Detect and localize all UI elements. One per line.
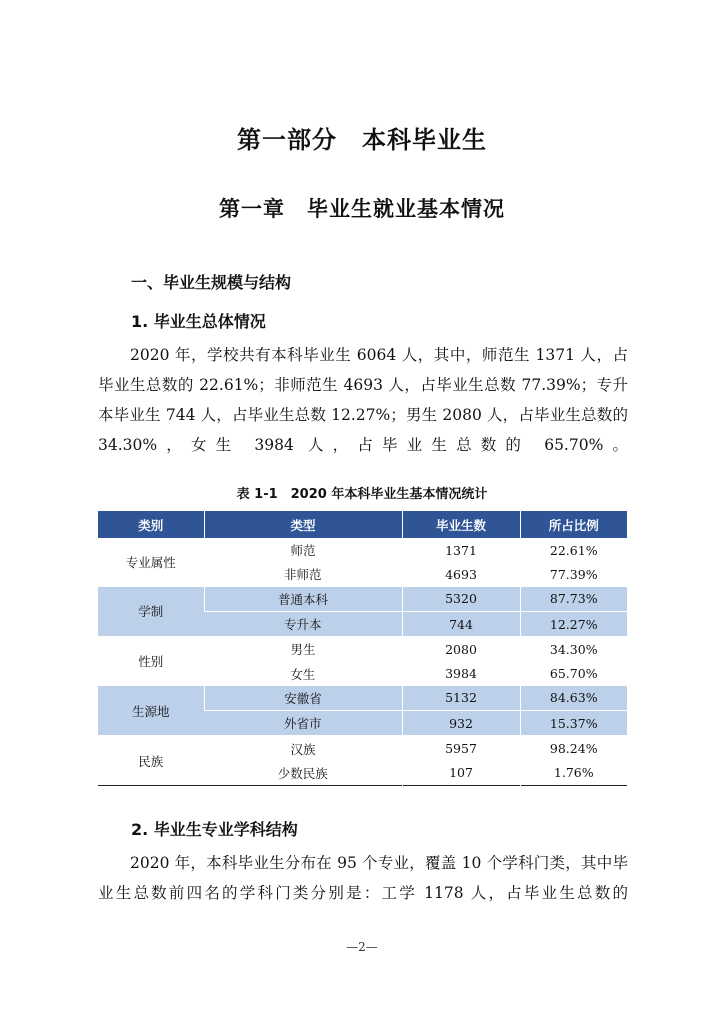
- category-cell: 民族: [98, 736, 204, 786]
- table-caption: 表 1-1 2020 年本科毕业生基本情况统计: [236, 487, 488, 502]
- paragraph-2-text: 2020 年，本科毕业生分布在 95 个专业，覆盖 10 个学科门类，其中毕业生总数前四名的学科门类分别是：工学 1178 人，占毕业生总数的: [98, 854, 628, 902]
- count-cell: 107: [402, 761, 520, 786]
- ratio-cell: 12.27%: [520, 611, 627, 636]
- type-cell: 安徽省: [204, 686, 402, 711]
- subsection-heading-1: 1. 毕业生总体情况: [131, 312, 266, 331]
- type-cell: 非师范: [204, 562, 402, 586]
- type-cell: 汉族: [204, 736, 402, 761]
- header-count: 毕业生数: [402, 511, 520, 538]
- paragraph-1: [98, 340, 628, 460]
- page-number: —2—: [346, 940, 378, 954]
- ratio-cell: 84.63%: [520, 686, 627, 711]
- chapter-title: 第一章 毕业生就业基本情况: [219, 197, 505, 221]
- count-cell: 2080: [402, 637, 520, 662]
- header-category: 类别: [98, 511, 204, 538]
- type-cell: 少数民族: [204, 761, 402, 786]
- type-cell: 女生: [204, 661, 402, 685]
- ratio-cell: 34.30%: [520, 637, 627, 662]
- paragraph-2: [98, 848, 628, 908]
- table-header-row: [98, 511, 627, 538]
- count-cell: 5132: [402, 686, 520, 711]
- header-type: 类型: [204, 511, 402, 538]
- count-cell: 932: [402, 711, 520, 736]
- count-cell: 4693: [402, 562, 520, 586]
- ratio-cell: 87.73%: [520, 587, 627, 612]
- type-cell: 普通本科: [204, 587, 402, 612]
- table-row: [98, 736, 627, 761]
- type-cell: 外省市: [204, 711, 402, 736]
- graduate-stats-table: [98, 511, 627, 786]
- count-cell: 3984: [402, 661, 520, 685]
- count-cell: 5320: [402, 587, 520, 612]
- ratio-cell: 15.37%: [520, 711, 627, 736]
- type-cell: 专升本: [204, 611, 402, 636]
- count-cell: 744: [402, 611, 520, 636]
- ratio-cell: 1.76%: [520, 761, 627, 786]
- table-row: [98, 686, 627, 711]
- category-cell: 性别: [98, 637, 204, 686]
- type-cell: 男生: [204, 637, 402, 662]
- count-cell: 1371: [402, 538, 520, 562]
- ratio-cell: 98.24%: [520, 736, 627, 761]
- ratio-cell: 77.39%: [520, 562, 627, 586]
- category-cell: 专业属性: [98, 538, 204, 587]
- ratio-cell: 22.61%: [520, 538, 627, 562]
- section-heading: 一、毕业生规模与结构: [131, 273, 292, 292]
- category-cell: 生源地: [98, 686, 204, 736]
- type-cell: 师范: [204, 538, 402, 562]
- category-cell: 学制: [98, 587, 204, 637]
- subsection-heading-2: 2. 毕业生专业学科结构: [131, 820, 298, 839]
- ratio-cell: 65.70%: [520, 661, 627, 685]
- paragraph-1-text: 2020 年，学校共有本科毕业生 6064 人，其中，师范生 1371 人，占毕业生总数的 22.61%；非师范生 4693 人，占毕业生总数 77.39%；专升本毕业生 744 人，占毕业生总数 12.27%；男生 2080 人，占毕业生总数的 34.30%，女生 3984 人，占毕业生总数的 65.70%。: [98, 346, 628, 454]
- table-row: [98, 538, 627, 562]
- header-ratio: 所占比例: [520, 511, 627, 538]
- count-cell: 5957: [402, 736, 520, 761]
- table-row: [98, 637, 627, 662]
- table-row: [98, 587, 627, 612]
- part-title: 第一部分 本科毕业生: [237, 126, 487, 154]
